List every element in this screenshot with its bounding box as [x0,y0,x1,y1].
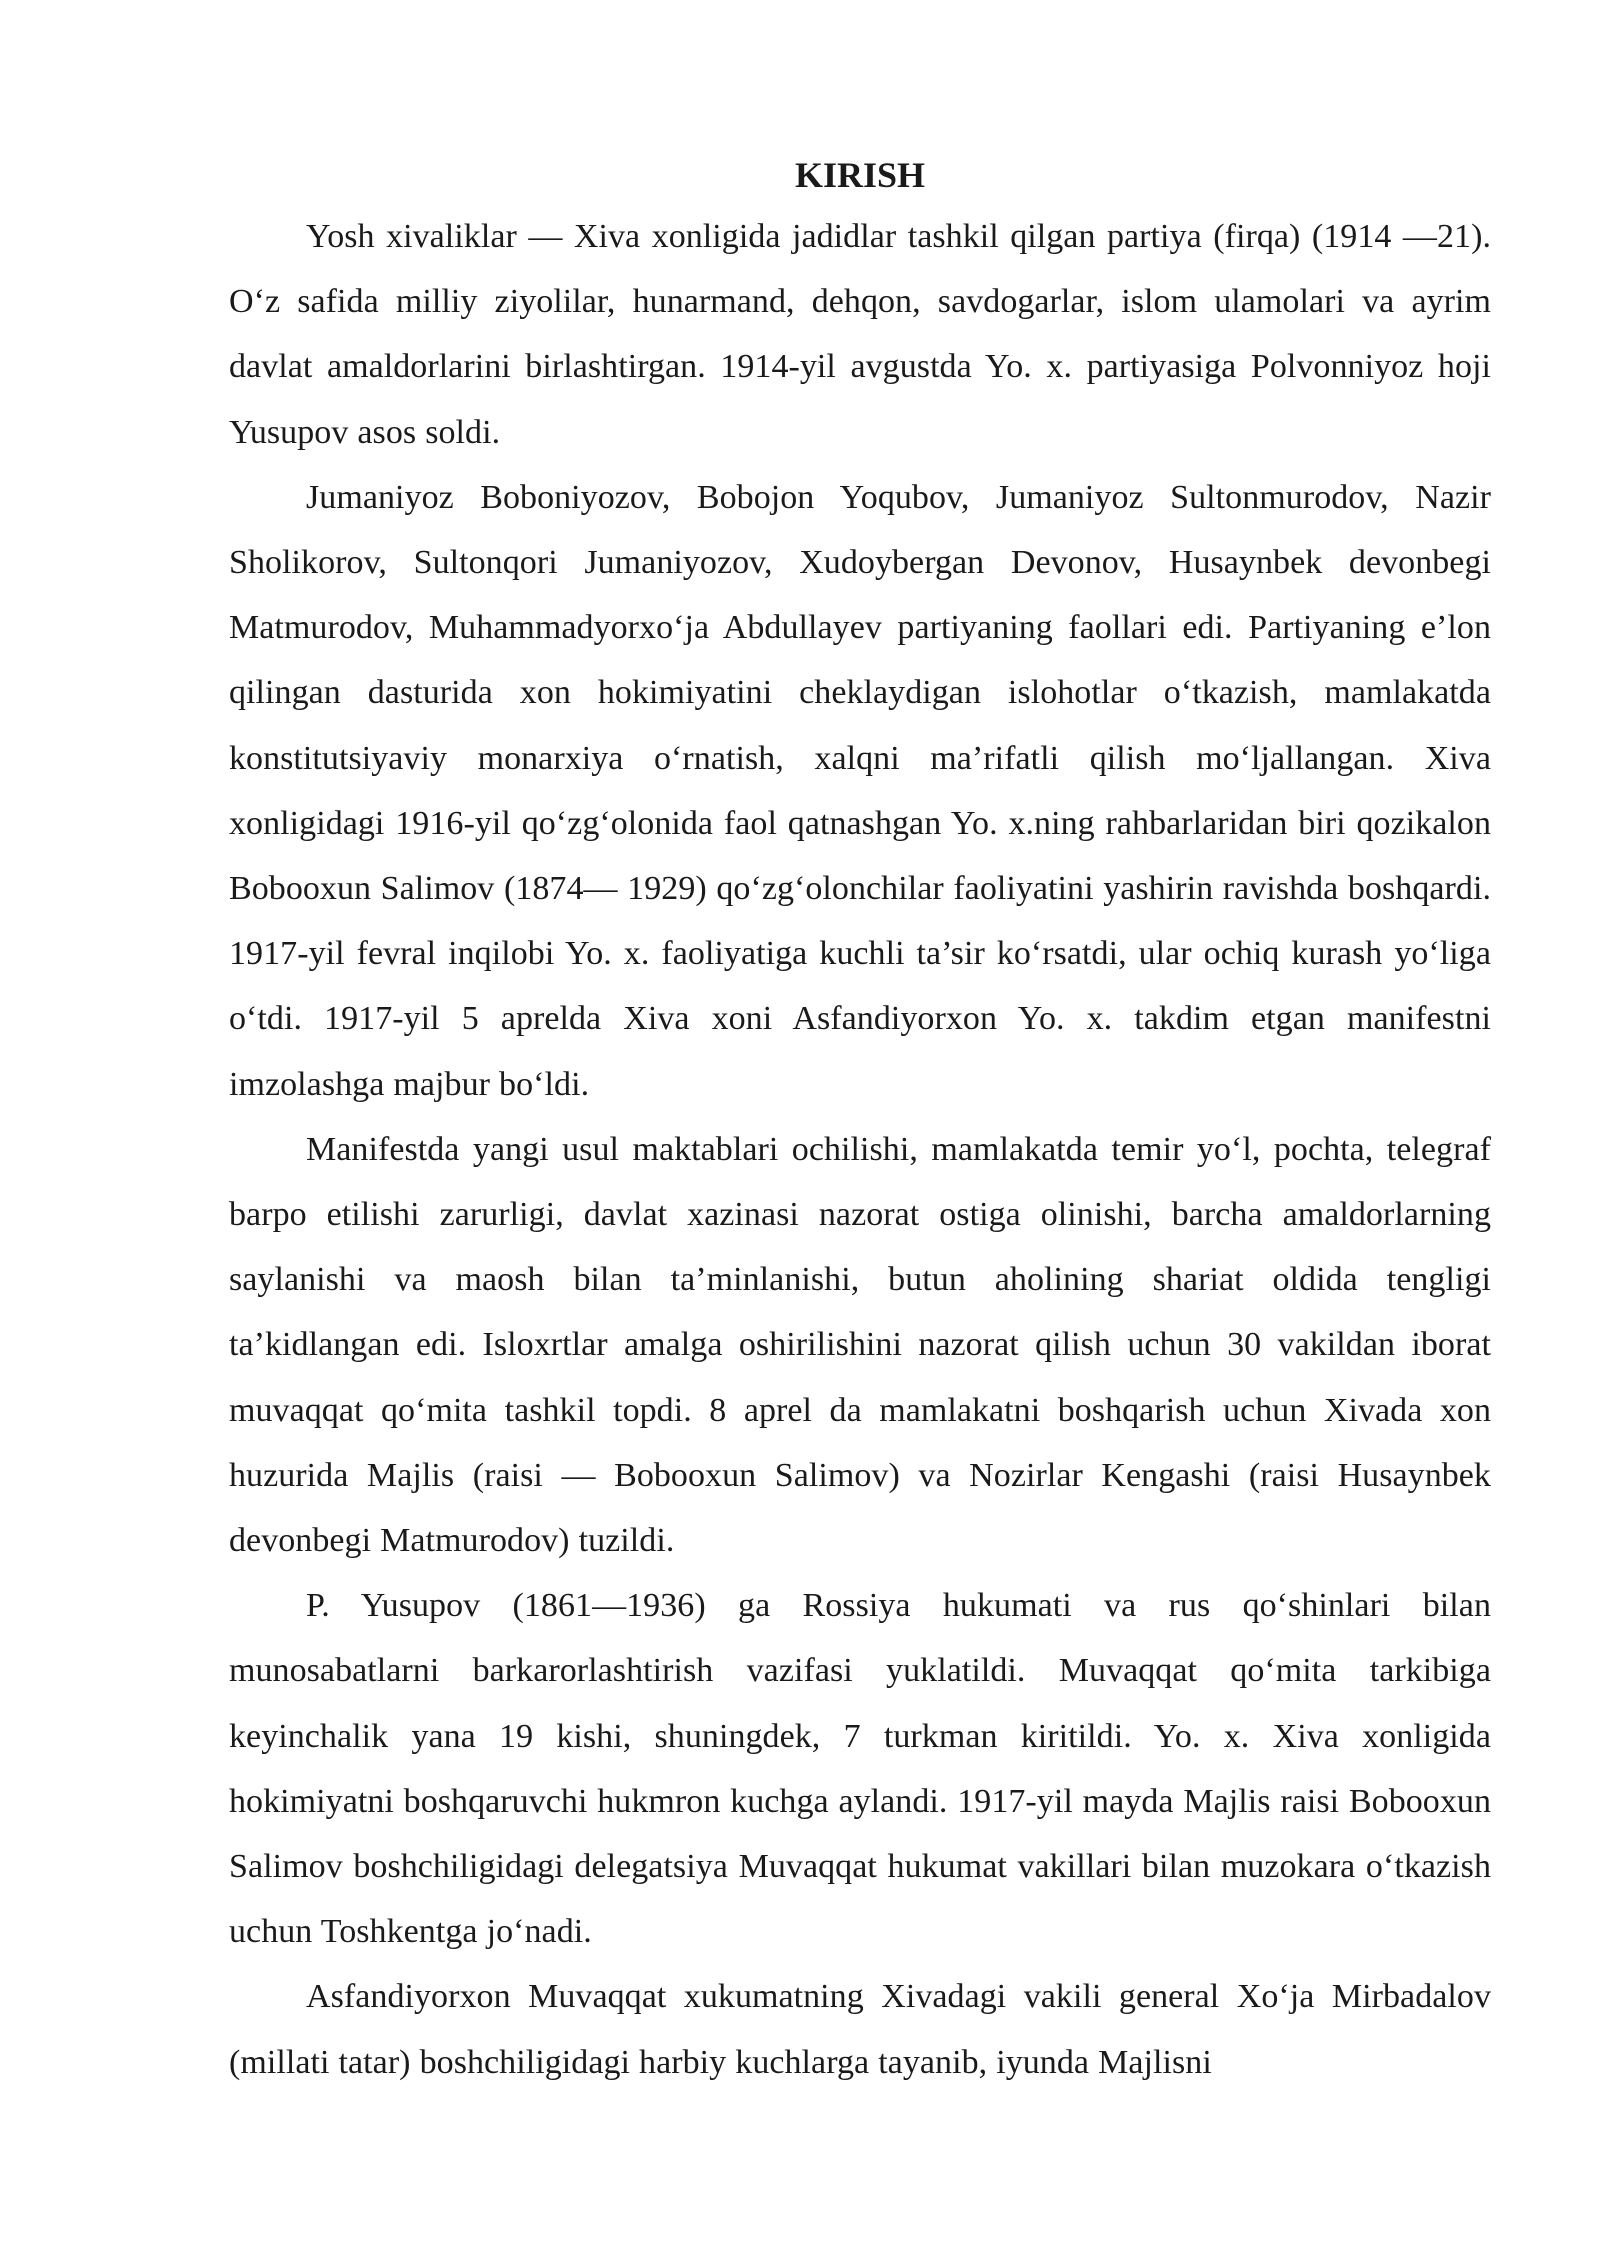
paragraph-2: Jumaniyoz Boboniyozov, Bobojon Yoqubov, Jumaniyoz Sultonmurodov, Nazir Sholikorov, Sultonqori Jumaniyozov, Xudoybergan Devonov, Husaynbek devonbegi Matmurodov, Muhammadyorxo‘ja Abdullayev partiyaning faollari edi. Partiyaning e’lon qilingan dasturida xon hokimiyatini cheklaydigan islohotlar o‘tkazish, mamlakatda konstitutsiyaviy monarxiya o‘rnatish, xalqni ma’rifatli qilish mo‘ljallangan. Xiva xonligidagi 1916-yil qo‘zg‘olonida faol qatnashgan Yo. x.ning rahbarlaridan biri qozikalon Bobooxun Salimov (1874— 1929) qo‘zg‘olonchilar faoliyatini yashirin ravishda boshqardi. 1917-yil fevral inqilobi Yo. x. faoliyatiga kuchli ta’sir ko‘rsatdi, ular ochiq kurash yo‘liga o‘tdi. 1917-yil 5 aprelda Xiva xoni Asfandiyorxon Yo. x. takdim etgan manifestni imzolashga majbur bo‘ldi. [229,478,1491,1103]
paragraph-3: Manifestda yangi usul maktablari ochilishi, mamlakatda temir yo‘l, pochta, telegraf barpo etilishi zarurligi, davlat xazinasi nazorat ostiga olinishi, barcha amaldorlarning saylanishi va maosh bilan ta’minlanishi, butun aholining shariat oldida tengligi ta’kidlangan edi. Isloxrtlar amalga oshirilishini nazorat qilish uchun 30 vakildan iborat muvaqqat qo‘mita tashkil topdi. 8 aprel da mamlakatni boshqarish uchun Xivada xon huzurida Majlis (raisi — Bobooxun Salimov) va Nozirlar Kengashi (raisi Husaynbek devonbegi Matmurodov) tuzildi. [229,1130,1491,1560]
paragraph-4: P. Yusupov (1861—1936) ga Rossiya hukumati va rus qo‘shinlari bilan munosabatlarni barkarorlashtirish vazifasi yuklatildi. Muvaqqat qo‘mita tarkibiga keyinchalik yana 19 kishi, shuningdek, 7 turkman kiritildi. Yo. x. Xiva xonligida hokimiyatni boshqaruvchi hukmron kuchga aylandi. 1917-yil mayda Majlis raisi Bobooxun Salimov boshchiligidagi delegatsiya Muvaqqat hukumat vakillari bilan muzokara o‘tkazish uchun Toshkentga jo‘nadi. [229,1587,1491,1951]
paragraph-5: Asfandiyorxon Muvaqqat xukumatning Xivadagi vakili general Xo‘ja Mirbadalov (millati tatar) boshchiligidagi harbiy kuchlarga tayanib, iyunda Majlisni [229,1978,1491,2081]
document-body [229,148,1491,2095]
document-title: KIRISH [794,155,926,195]
paragraph-1: Yosh xivaliklar — Xiva xonligida jadidlar tashkil qilgan partiya (firqa) (1914 —21). O‘z safida milliy ziyolilar, hunarmand, dehqon, savdogarlar, islom ulamolari va ayrim davlat amaldorlarini birlashtirgan. 1914-yil avgustda Yo. x. partiyasiga Polvonniyoz hoji Yusupov asos soldi. [229,218,1491,451]
